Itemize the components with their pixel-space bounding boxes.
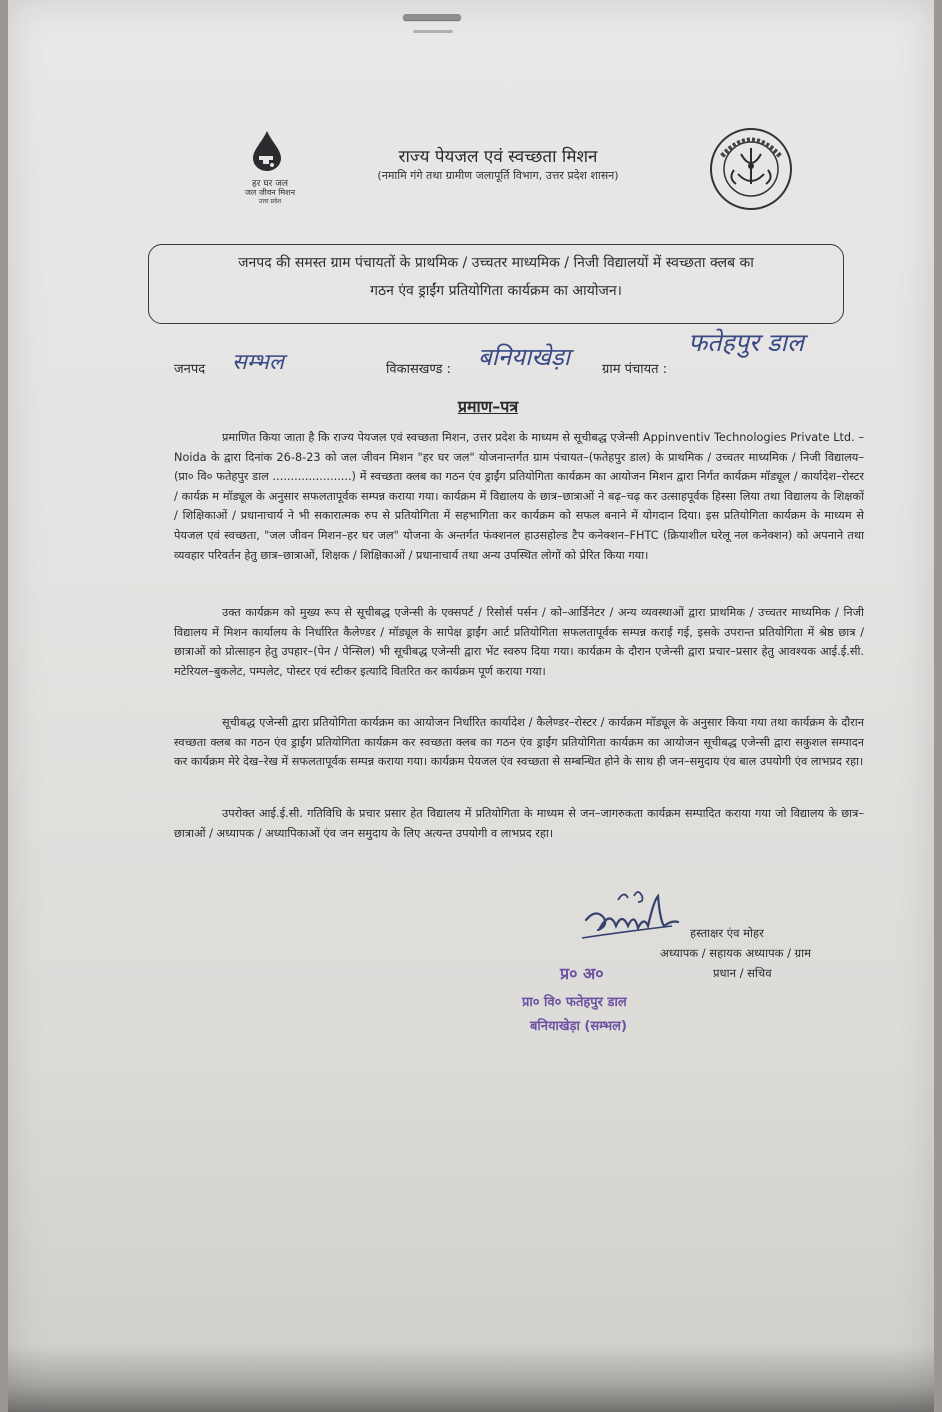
har-ghar-jal-logo <box>236 130 306 210</box>
mission-subtitle: (नमामि गंगे तथा ग्रामीण जलापूर्ति विभाग, उत्तर प्रदेश शासन) <box>377 169 619 182</box>
gram-panchayat-value: फतेहपुर डाल <box>688 328 804 357</box>
paragraph-3-text: सूचीबद्ध एजेन्सी द्वारा प्रतियोगिता कार्यक्रम का आयोजन निर्धारित कार्यादेश / कैलेण्डर–रोस्टर / कार्यक्रम मॉड्यूल के अनुसार किया गया तथा कार्यक्रम के दौरान स्वच्छता क्लब का गठन एंव ड्राईंग प्रतियोगिता कार्यक्रम कर स्वच्छता क्लब का गठन एंव ड्राईंग प्रतियोगिता कार्यक्रम का आयोजन सूचीबद्ध एजेन्सी द्वारा सकुशल सम्पादन कर कार्यक्रम मेरे देख–रेख में सफलतापूर्वक सम्पन्न कराया गया। कार्यक्रम पेयजल एंव स्वच्छता से सम्बन्धित होने के साथ ही जन–समुदाय एंव बाल उपयोगी एंव लाभप्रद रहा। <box>174 716 864 769</box>
water-drop-icon <box>250 130 284 172</box>
topic-line-1: जनपद की समस्त ग्राम पंचायतों के प्राथमिक / उच्चतर माध्यमिक / निजी विद्यालयों में स्वच्छता क्लब का <box>238 255 754 271</box>
block-label: विकासखण्ड : <box>386 362 452 377</box>
district-value: सम्भल <box>232 350 284 375</box>
logo-text-3: उत्तर प्रदेश <box>258 198 282 205</box>
staple-mark <box>413 30 453 33</box>
paragraph-1-text: प्रमाणित किया जाता है कि राज्य पेयजल एवं स्वच्छता मिशन, उत्तर प्रदेश के माध्यम से सूचीबद्ध एजेन्सी Appinventiv Technologies Private Ltd. – Noida के द्वारा दिनांक 26-8-23 को जल जीवन मिशन "हर घर जल" योजनान्तर्गत ग्राम पंचायत–(फतेहपुर डाल) के प्राथमिक / उच्चतर माध्यमिक / निजी विद्यालय–(प्रा० वि० फतेहपुर डाल ......................) में स्वच्छता क्लब का गठन एंव ड्राईंग प्रतियोगिता कार्यक्रम का आयोजन मिशन द्वारा निर्गत कार्यक्रम मॉड्यूल / कार्यादेश–रोस्टर / कार्यक्र म मॉड्यूल के अनुसार सफलतापूर्वक सम्पन्न कराया गया। कार्यक्रम में विद्यालय के छात्र–छात्राओं ने बढ़–चढ़ कर उत्साहपूर्वक हिस्सा लिया तथा विद्यालय के शिक्षकों / शिक्षिकाओं / प्रधानाचार्य ने भी सकारात्मक रुप से प्रतियोगिता में सहभागिता कर कार्यक्रम को सफल बनाने में योगदान दिया। इस प्रतियोगिता कार्यक्रम के माध्यम से पेयजल एवं स्वच्छता, "जल जीवन मिशन–हर घर जल" योजना के अन्तर्गत फंक्शनल हाउसहोल्ड टैप कनेक्शन–FHTC (क्रियाशील घरेलू नल कनेक्शन) को अपनाने तथा व्यवहार परिवर्तन हेतु छात्र–छात्राओं, शिक्षक / शिक्षिकाओं / प्रधानाचार्य तथा अन्य उपस्थित लोगों को प्रेरित किया गया। <box>174 431 864 562</box>
signatory-roles-2: प्रधान / सचिव <box>713 966 772 980</box>
paragraph-2 <box>174 603 864 681</box>
paragraph-2-text: उक्त कार्यक्रम को मुख्य रूप से सूचीबद्ध एजेन्सी के एक्सपर्ट / रिसोर्स पर्सन / को–आर्डिनेटर / अन्य व्यवस्थाओं द्वारा प्राथमिक / उच्चतर माध्यमिक / निजी विद्यालय में मिशन कार्यालय के निर्धारित कैलेण्डर / मॉड्यूल के सापेक्ष ड्राईंग आर्ट प्रतियोगिता सफलतापूर्वक सम्पन्न कराई गई, इसके उपरान्त प्रतियोगिता में श्रेष्ठ छात्र / छात्राओं को प्रोत्साहन हेतु उपहार–(पेन / पेन्सिल) भी सूचीबद्ध एजेन्सी द्वारा भेंट स्वरुप दिया गया। कार्यक्रम के दौरान एजेन्सी द्वारा प्रचार–प्रसार हेतु आवश्यक आई.ई.सी. मटेरियल–बुकलेट, पम्पलेट, पोस्टर एवं स्टीकर इत्यादि वितरित कर कार्यक्रम पूर्ण कराया गया। <box>174 606 864 678</box>
handwritten-signature <box>578 880 688 950</box>
up-government-emblem-icon <box>708 126 794 212</box>
topic-box <box>148 244 844 324</box>
block-value: बनियाखेड़ा <box>478 343 571 371</box>
logo-text-2: जल जीवन मिशन <box>244 188 296 197</box>
stamp-location: बनियाखेड़ा (सम्भल) <box>530 1019 627 1034</box>
paragraph-3 <box>174 713 864 772</box>
gram-panchayat-label: ग्राम पंचायत : <box>602 362 668 377</box>
district-label: जनपद <box>174 362 206 377</box>
stamp-designation: प्र० अ० <box>560 964 604 983</box>
staple <box>403 14 461 20</box>
paragraph-4-text: उपरोक्त आई.ई.सी. गतिविधि के प्रचार प्रसार हेत विद्यालय में प्रतियोगिता के माध्यम से जन–जागरुकता कार्यक्रम सम्पादित कराया गया जो विद्यालय के छात्र–छात्राओं / अध्यापक / अध्यापिकाओं एंव जन समुदाय के लिए अत्यन्त उपयोगी व लाभप्रद रहा। <box>174 807 864 840</box>
paragraph-4 <box>174 804 864 843</box>
topic-line-2: गठन एंव ड्राईंग प्रतियोगिता कार्यक्रम का आयोजन। <box>370 283 622 299</box>
paragraph-1 <box>174 428 864 565</box>
mission-title: राज्य पेयजल एवं स्वच्छता मिशन <box>398 147 598 167</box>
signatory-roles: अध्यापक / सहायक अध्यापक / ग्राम <box>660 946 811 960</box>
document-paper <box>8 0 934 1412</box>
signature-label: हस्ताक्षर एंव मोहर <box>690 926 764 940</box>
certificate-title: प्रमाण–पत्र <box>457 397 519 416</box>
paper-bottom-shadow <box>8 1345 934 1412</box>
stamp-school: प्रा० वि० फतेहपुर डाल <box>522 995 627 1010</box>
logo-text-1: हर घर जल <box>252 179 288 189</box>
